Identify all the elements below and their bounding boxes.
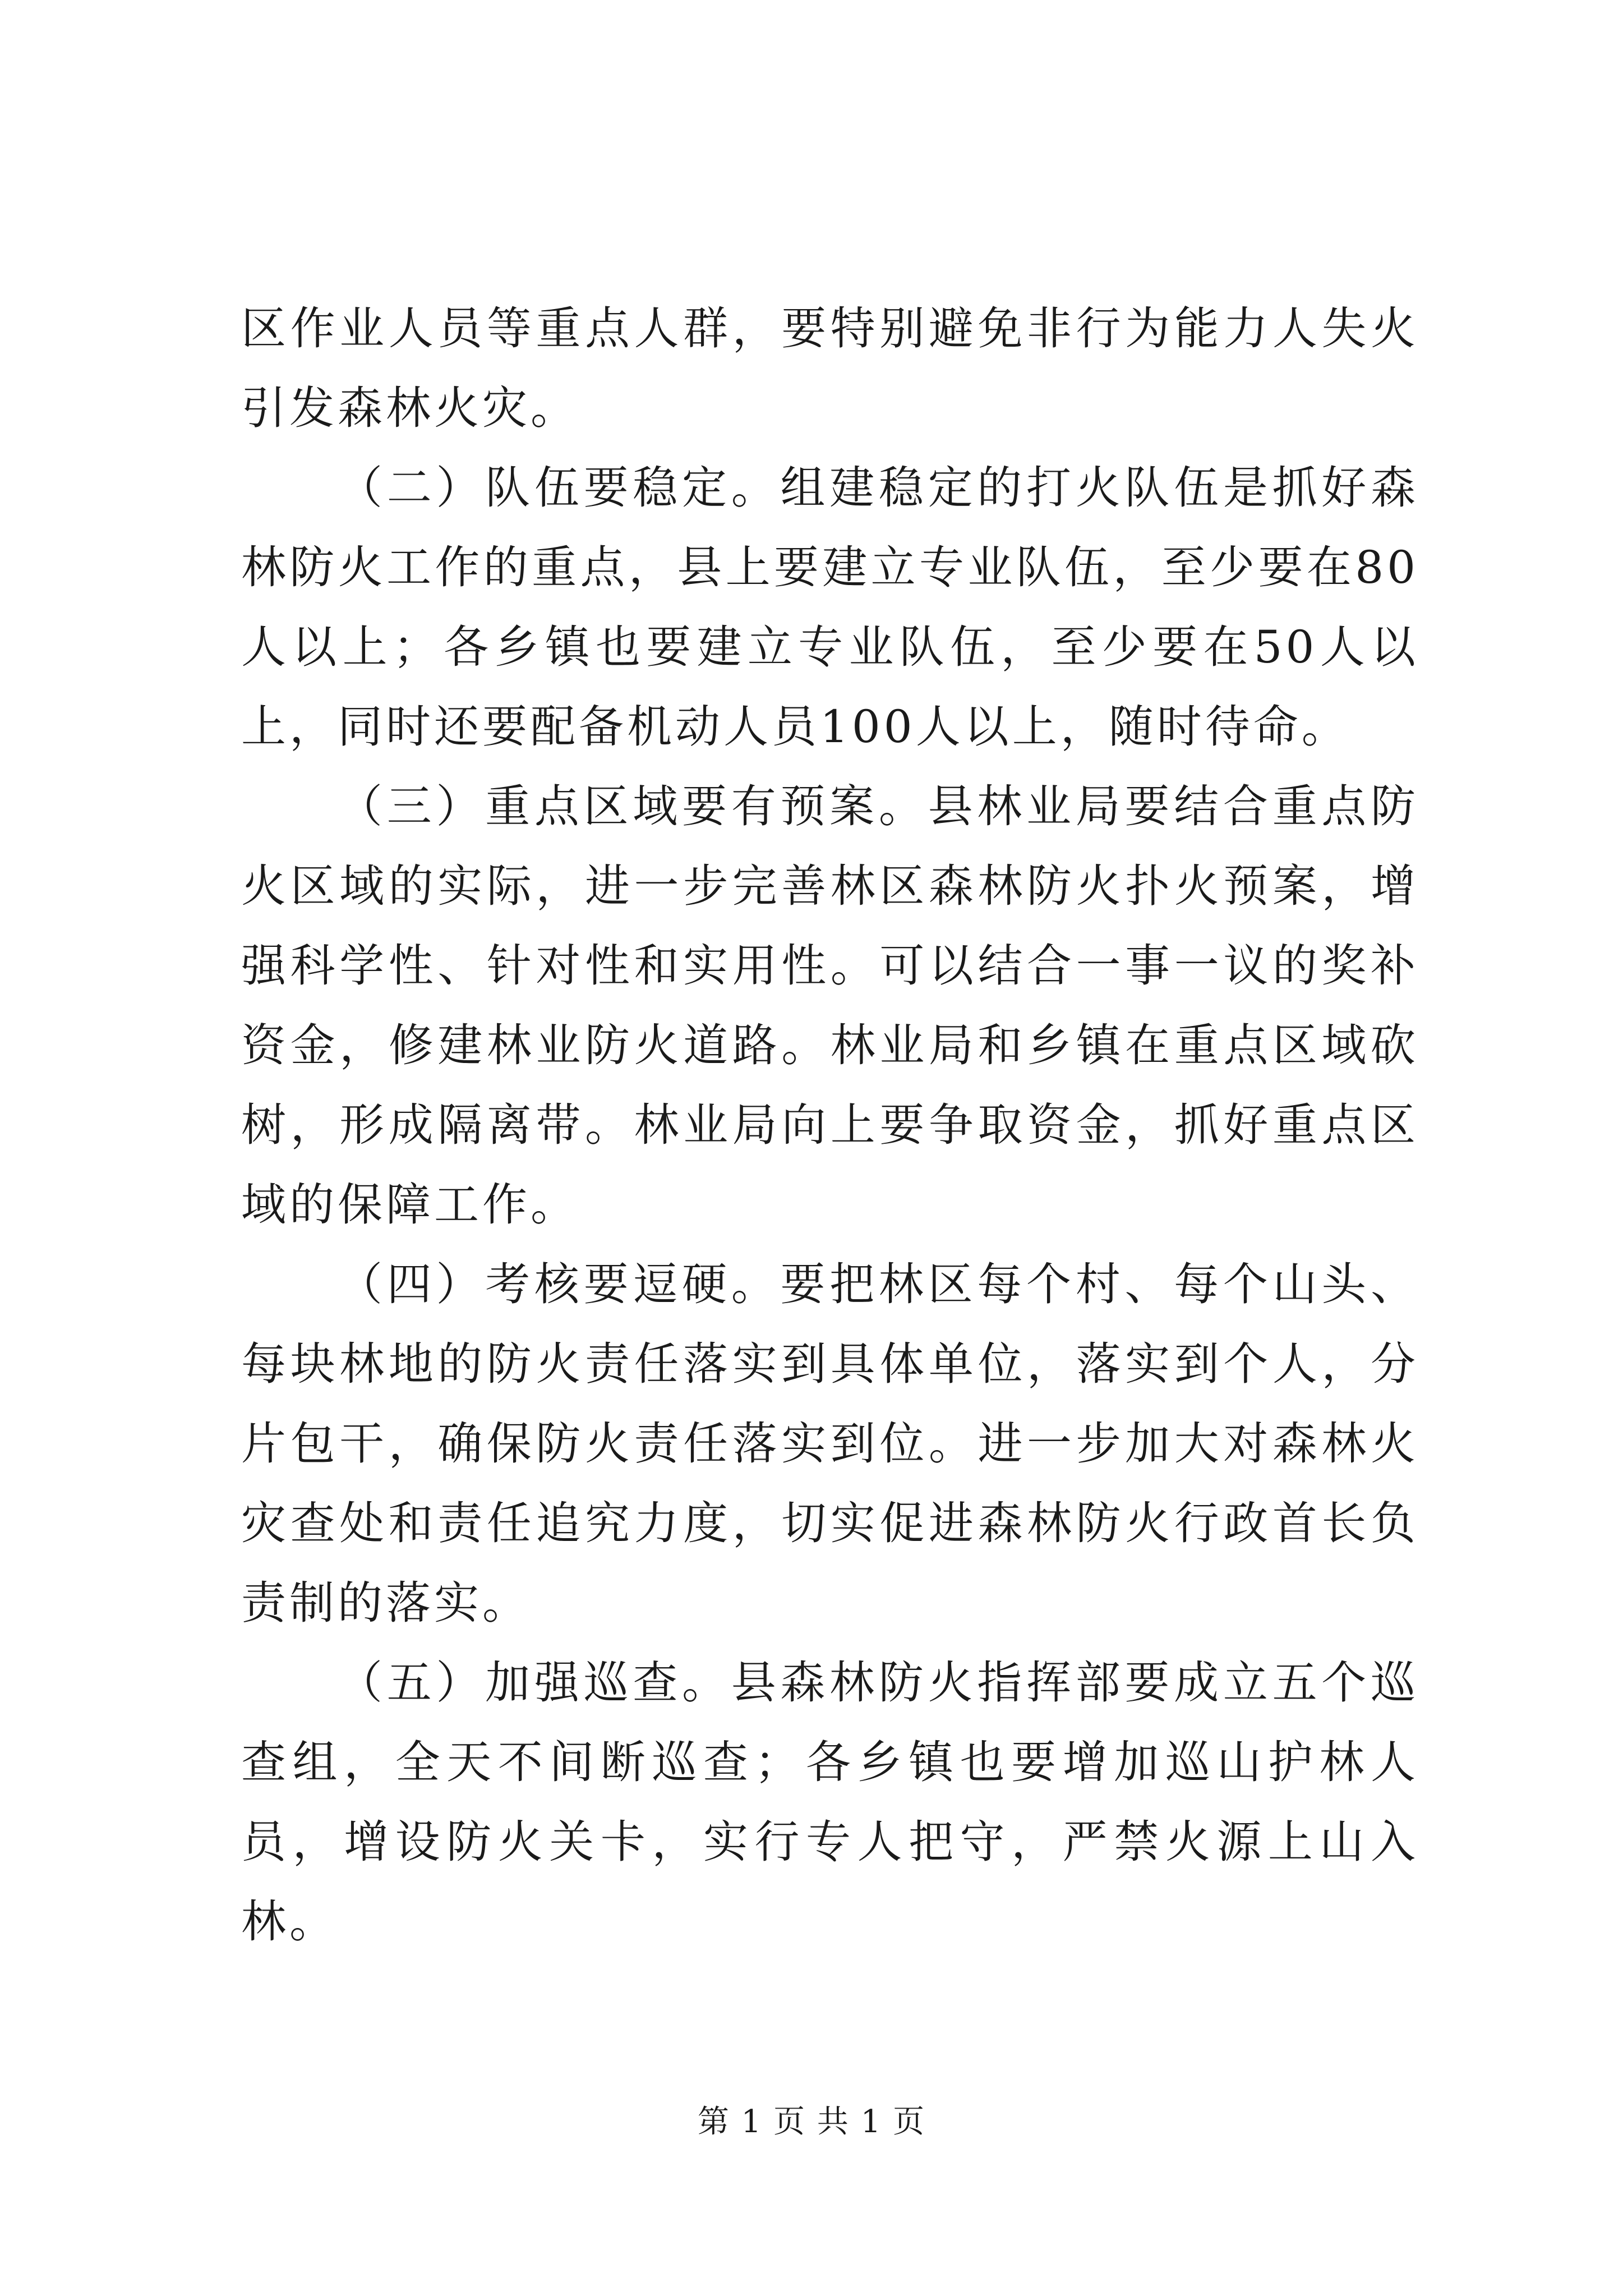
paragraph-key-area-plan: （三）重点区域要有预案。县林业局要结合重点防火区域的实际，进一步完善林区森林防火扑火预案，增强科学性、针对性和实用性。可以结合一事一议的奖补资金，修建林业防火道路。林业局和乡镇在重点区域砍树，形成隔离带。林业局向上要争取资金，抓好重点区域的保障工作。: [241, 780, 1419, 1231]
paragraph-assessment: （四）考核要逗硬。要把林区每个村、每个山头、每块林地的防火责任落实到具体单位，落实到个人，分片包干，确保防火责任落实到位。进一步加大对森林火灾查处和责任追究力度，切实促进森林防火行政首长负责制的落实。: [241, 1258, 1419, 1629]
paragraph-continuation: 区作业人员等重点人群，要特别避免非行为能力人失火引发森林火灾。: [241, 302, 1419, 434]
page-number-footer: 第 1 页 共 1 页: [697, 2104, 926, 2140]
paragraph-team-stability: （二）队伍要稳定。组建稳定的打火队伍是抓好森林防火工作的重点，县上要建立专业队伍，至少要在80人以上；各乡镇也要建立专业队伍，至少要在50人以上，同时还要配备机动人员100人以上，随时待命。: [241, 462, 1419, 753]
document-body: [241, 289, 1419, 1962]
paragraph-patrol: （五）加强巡查。县森林防火指挥部要成立五个巡查组，全天不间断巡查；各乡镇也要增加巡山护林人员，增设防火关卡，实行专人把守，严禁火源上山入林。: [241, 1657, 1419, 1948]
